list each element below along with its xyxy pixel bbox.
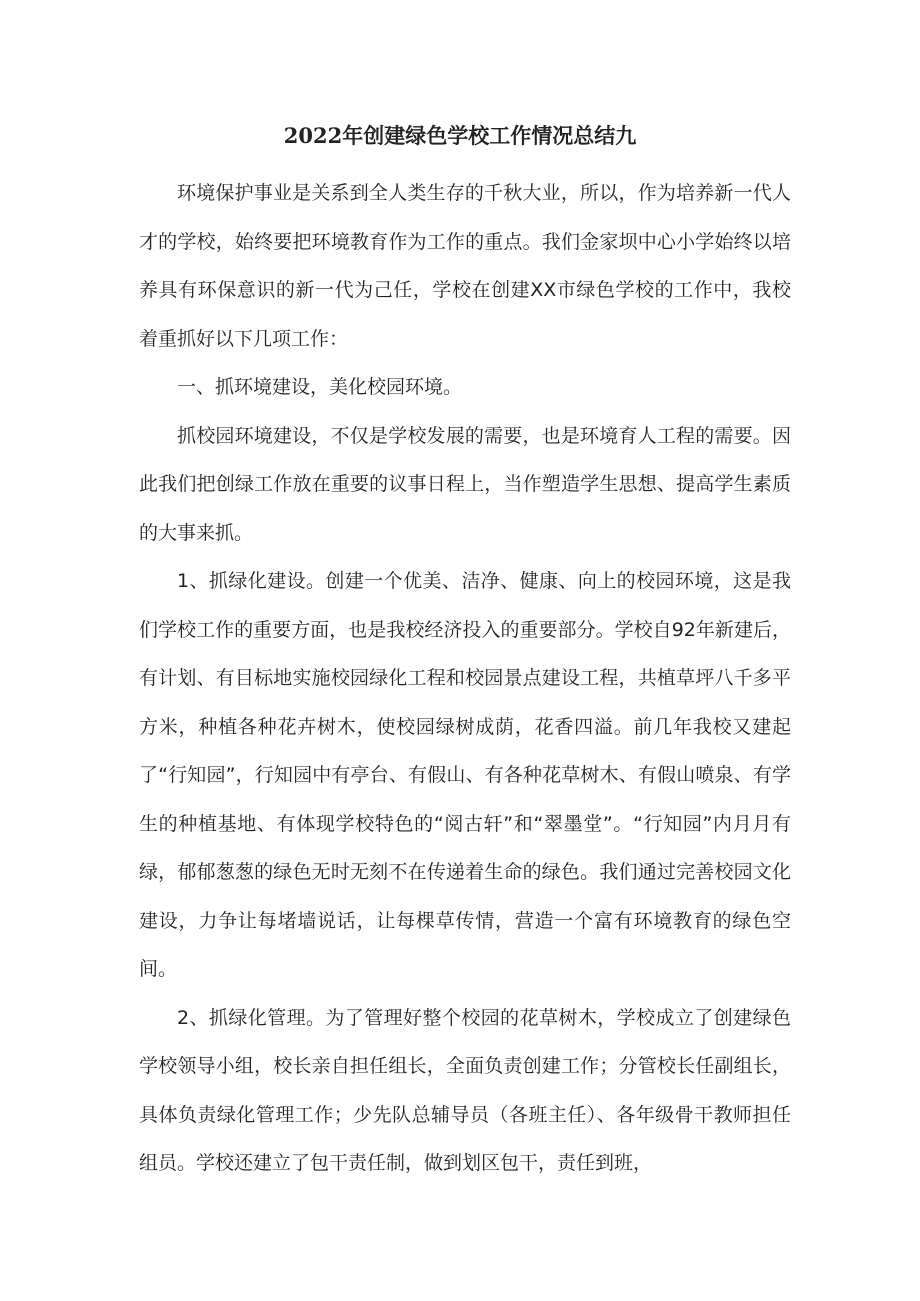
document-body: [139, 169, 791, 1188]
section-heading-environment: 一、抓环境建设，美化校园环境。: [177, 376, 463, 398]
document-title: 2022年创建绿色学校工作情况总结九: [283, 123, 637, 148]
paragraph-greening-construction: 1、抓绿化建设。创建一个优美、洁净、健康、向上的校园环境，这是我们学校工作的重要方面，也是我校经济投入的重要部分。学校自92年新建后，有计划、有目标地实施校园绿化工程和校园景点建设工程，共植草坪八千多平方米，种植各种花卉树木，使校园绿树成荫，花香四溢。前几年我校又建起了“行知园”，行知园中有亭台、有假山、有各种花草树木、有假山喷泉、有学生的种植基地、有体现学校特色的“阅古轩”和“翠墨堂”。“行知园”内月月有绿，郁郁葱葱的绿色无时无刻不在传递着生命的绿色。我们通过完善校园文化建设，力争让每堵墙说话，让每棵草传情，营造一个富有环境教育的绿色空间。: [139, 570, 791, 980]
paragraph-greening-management: 2、抓绿化管理。为了管理好整个校园的花草树木，学校成立了创建绿色学校领导小组，校长亲自担任组长，全面负责创建工作；分管校长任副组长，具体负责绿化管理工作；少先队总辅导员（各班主任）、各年级骨干教师担任组员。学校还建立了包干责任制，做到划区包干，责任到班，: [139, 1006, 791, 1174]
paragraph-intro: 环境保护事业是关系到全人类生存的千秋大业，所以，作为培养新一代人才的学校，始终要把环境教育作为工作的重点。我们金家坝中心小学始终以培养具有环保意识的新一代为己任，学校在创建XX市绿色学校的工作中，我校着重抓好以下几项工作：: [139, 182, 791, 350]
paragraph-environment: 抓校园环境建设，不仅是学校发展的需要，也是环境育人工程的需要。因此我们把创绿工作放在重要的议事日程上，当作塑造学生思想、提高学生素质的大事来抓。: [139, 424, 791, 544]
